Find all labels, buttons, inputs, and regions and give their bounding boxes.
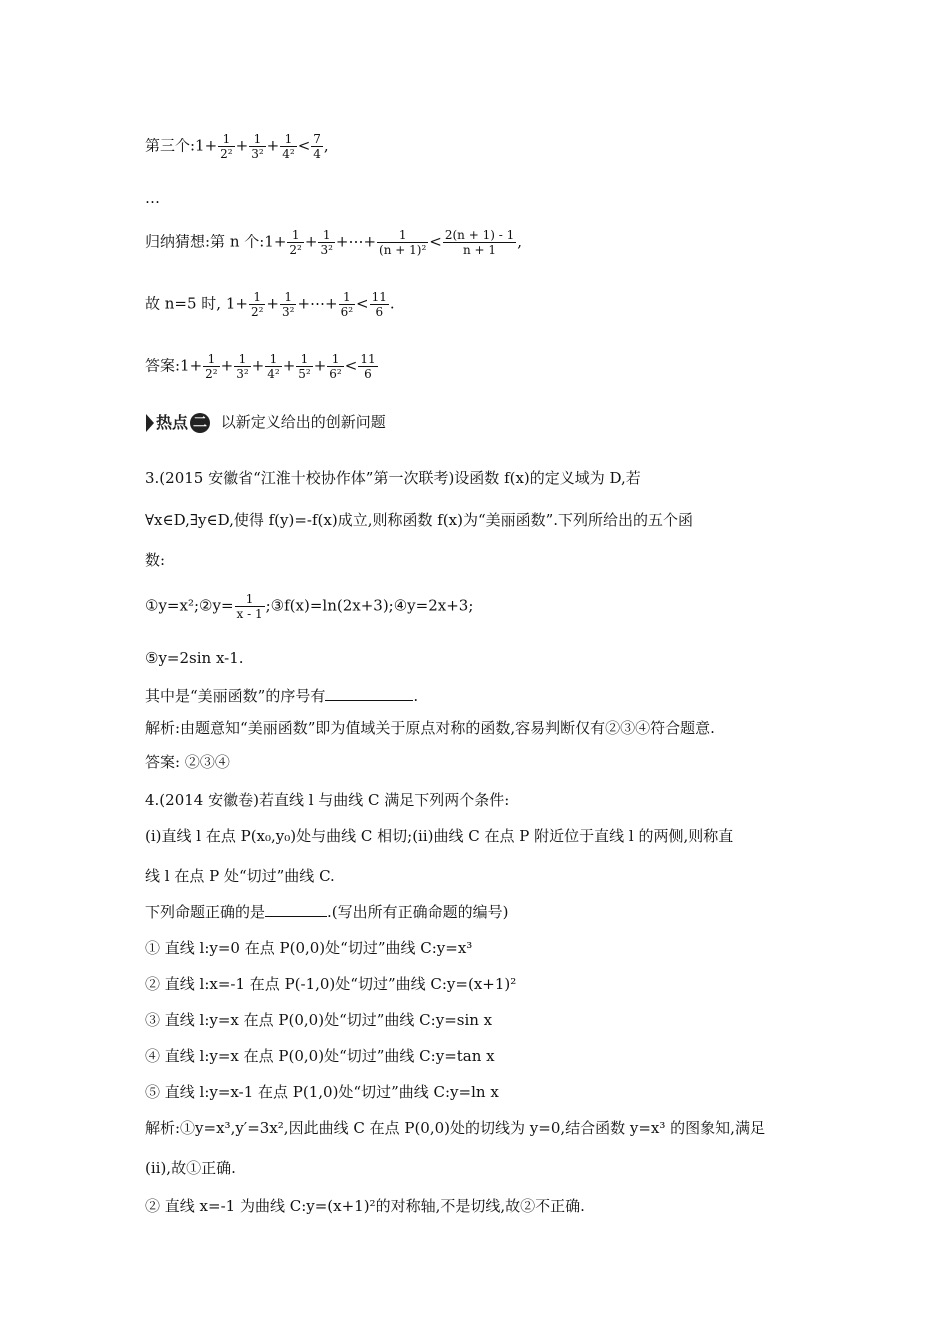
text: + bbox=[282, 356, 296, 375]
fraction bbox=[370, 290, 389, 319]
denominator: 4² bbox=[267, 367, 280, 381]
text: +⋯+ bbox=[297, 294, 338, 313]
line-n5 bbox=[145, 290, 395, 319]
text: +⋯+ bbox=[335, 232, 377, 251]
q3-analysis: 解析:由题意知“美丽函数”即为值域关于原点对称的函数,容易判断仅有②③④符合题意. bbox=[145, 719, 715, 737]
fraction bbox=[443, 228, 516, 257]
q4-ask bbox=[145, 902, 509, 922]
numerator: 1 bbox=[203, 352, 219, 367]
denominator: 6 bbox=[375, 305, 384, 319]
text: + bbox=[266, 294, 279, 313]
text: . bbox=[389, 294, 395, 313]
play-triangle-icon bbox=[146, 414, 154, 432]
numerator: 1 bbox=[339, 290, 355, 305]
q4-line1: 4.(2014 安徽卷)若直线 l 与曲线 C 满足下列两个条件: bbox=[145, 791, 510, 809]
denominator: 3² bbox=[320, 243, 333, 257]
denominator: 3² bbox=[236, 367, 249, 381]
q4-analysis1: 解析:①y=x³,y′=3x²,因此曲线 C 在点 P(0,0)处的切线为 y=0,结合函数 y=x³ 的图象知,满足 bbox=[145, 1119, 765, 1137]
text: 答案:1+ bbox=[145, 356, 203, 375]
text: < bbox=[429, 232, 442, 251]
numerator: 11 bbox=[360, 352, 376, 366]
fraction bbox=[280, 132, 296, 161]
fraction bbox=[358, 352, 377, 381]
text: , bbox=[517, 232, 523, 251]
denominator: 6² bbox=[340, 305, 354, 319]
denominator: 6² bbox=[329, 367, 342, 381]
fraction bbox=[235, 592, 265, 621]
text: .(写出所有正确命题的编号) bbox=[327, 903, 509, 921]
q4-line2: (ⅰ)直线 l 在点 P(x₀,y₀)处与曲线 C 相切;(ⅱ)曲线 C 在点 P 附近位于直线 l 的两侧,则称直 bbox=[145, 827, 734, 845]
numerator: 1 bbox=[280, 132, 296, 147]
fraction bbox=[296, 352, 312, 381]
fraction bbox=[327, 352, 343, 381]
text: . bbox=[413, 687, 419, 705]
q4-prop4: ④ 直线 l:y=x 在点 P(0,0)处“切过”曲线 C:y=tan x bbox=[145, 1047, 495, 1065]
numerator: 1 bbox=[234, 352, 250, 367]
fraction bbox=[249, 290, 265, 319]
text: < bbox=[297, 136, 311, 155]
fraction bbox=[377, 228, 428, 257]
ellipsis-line: … bbox=[145, 189, 160, 207]
section-title: 以新定义给出的创新问题 bbox=[220, 413, 386, 431]
q3-line1: 3.(2015 安徽省“江淮十校协作体”第一次联考)设函数 f(x)的定义域为 D,若 bbox=[145, 469, 641, 487]
fraction bbox=[265, 352, 281, 381]
denominator: 5² bbox=[298, 367, 311, 381]
text: + bbox=[313, 356, 327, 375]
answer-blank bbox=[325, 686, 413, 701]
numerator: 1 bbox=[287, 228, 303, 243]
fraction bbox=[249, 132, 265, 161]
fraction bbox=[234, 352, 250, 381]
text: ;③f(x)=ln(2x+3);④y=2x+3; bbox=[265, 596, 474, 615]
numerator: 1 bbox=[235, 592, 265, 607]
fraction bbox=[203, 352, 219, 381]
denominator: n + 1 bbox=[463, 243, 497, 257]
badge-number: 二 bbox=[190, 413, 210, 433]
denominator: 6 bbox=[364, 367, 372, 381]
q3-line2: ∀x∈D,∃y∈D,使得 f(y)=-f(x)成立,则称函数 f(x)为“美丽函数”.下列所给出的五个函 bbox=[145, 511, 694, 529]
q3-line3: 数: bbox=[145, 551, 166, 569]
text: + bbox=[220, 356, 234, 375]
fraction bbox=[311, 132, 323, 161]
numerator: 1 bbox=[249, 132, 265, 147]
fraction bbox=[287, 228, 303, 257]
numerator: 1 bbox=[280, 290, 296, 305]
fraction bbox=[218, 132, 234, 161]
q3-option5: ⑤y=2sin x-1. bbox=[145, 649, 244, 667]
q4-analysis3: ② 直线 x=-1 为曲线 C:y=(x+1)²的对称轴,不是切线,故②不正确. bbox=[145, 1197, 585, 1215]
text: + bbox=[235, 136, 249, 155]
denominator: 3² bbox=[251, 147, 264, 161]
text: ①y=x²;②y= bbox=[145, 596, 234, 615]
q3-answer: 答案: ②③④ bbox=[145, 753, 230, 771]
fraction bbox=[339, 290, 355, 319]
denominator: 4 bbox=[313, 147, 321, 161]
denominator: 2² bbox=[289, 243, 302, 257]
q4-prop2: ② 直线 l:x=-1 在点 P(-1,0)处“切过”曲线 C:y=(x+1)² bbox=[145, 975, 517, 993]
q4-prop3: ③ 直线 l:y=x 在点 P(0,0)处“切过”曲线 C:y=sin x bbox=[145, 1011, 493, 1029]
fraction bbox=[318, 228, 334, 257]
numerator: 1 bbox=[218, 132, 234, 147]
numerator: 1 bbox=[318, 228, 334, 243]
denominator: 2² bbox=[250, 305, 264, 319]
text: + bbox=[304, 232, 318, 251]
q3-options bbox=[145, 592, 473, 621]
q4-prop1: ① 直线 l:y=0 在点 P(0,0)处“切过”曲线 C:y=x³ bbox=[145, 939, 473, 957]
numerator: 1 bbox=[265, 352, 281, 367]
denominator: 3² bbox=[282, 305, 295, 319]
numerator: 1 bbox=[327, 352, 343, 367]
text: + bbox=[266, 136, 280, 155]
numerator: 2(n + 1) - 1 bbox=[444, 228, 515, 242]
text: 其中是“美丽函数”的序号有 bbox=[145, 687, 326, 705]
text: 归纳猜想:第 n 个:1+ bbox=[145, 232, 287, 251]
denominator: x - 1 bbox=[236, 607, 263, 621]
text: < bbox=[344, 356, 358, 375]
denominator: 2² bbox=[220, 147, 233, 161]
numerator: 11 bbox=[371, 290, 387, 304]
badge-label: 热点 bbox=[156, 413, 189, 432]
line-third-case bbox=[145, 132, 329, 161]
text: , bbox=[323, 136, 329, 155]
fraction bbox=[280, 290, 296, 319]
numerator: 1 bbox=[296, 352, 312, 367]
denominator: 4² bbox=[282, 147, 295, 161]
text: 下列命题正确的是 bbox=[145, 903, 266, 921]
text: < bbox=[356, 294, 369, 313]
denominator: 2² bbox=[205, 367, 218, 381]
line-induction bbox=[145, 228, 522, 257]
text: 第三个:1+ bbox=[145, 136, 218, 155]
denominator: (n + 1)² bbox=[379, 243, 427, 257]
text: + bbox=[251, 356, 265, 375]
section-heading bbox=[146, 412, 386, 433]
numerator: 1 bbox=[377, 228, 428, 243]
answer-blank bbox=[265, 902, 327, 917]
hotspot-badge bbox=[146, 413, 210, 433]
q3-ask bbox=[145, 686, 418, 706]
line-answer-series bbox=[145, 352, 379, 381]
numerator: 7 bbox=[313, 132, 321, 146]
q4-prop5: ⑤ 直线 l:y=x-1 在点 P(1,0)处“切过”曲线 C:y=ln x bbox=[145, 1083, 499, 1101]
q4-line3: 线 l 在点 P 处“切过”曲线 C. bbox=[145, 867, 335, 885]
numerator: 1 bbox=[249, 290, 265, 305]
q4-analysis2: (ⅱ),故①正确. bbox=[145, 1159, 236, 1177]
text: 故 n=5 时, 1+ bbox=[145, 294, 248, 313]
